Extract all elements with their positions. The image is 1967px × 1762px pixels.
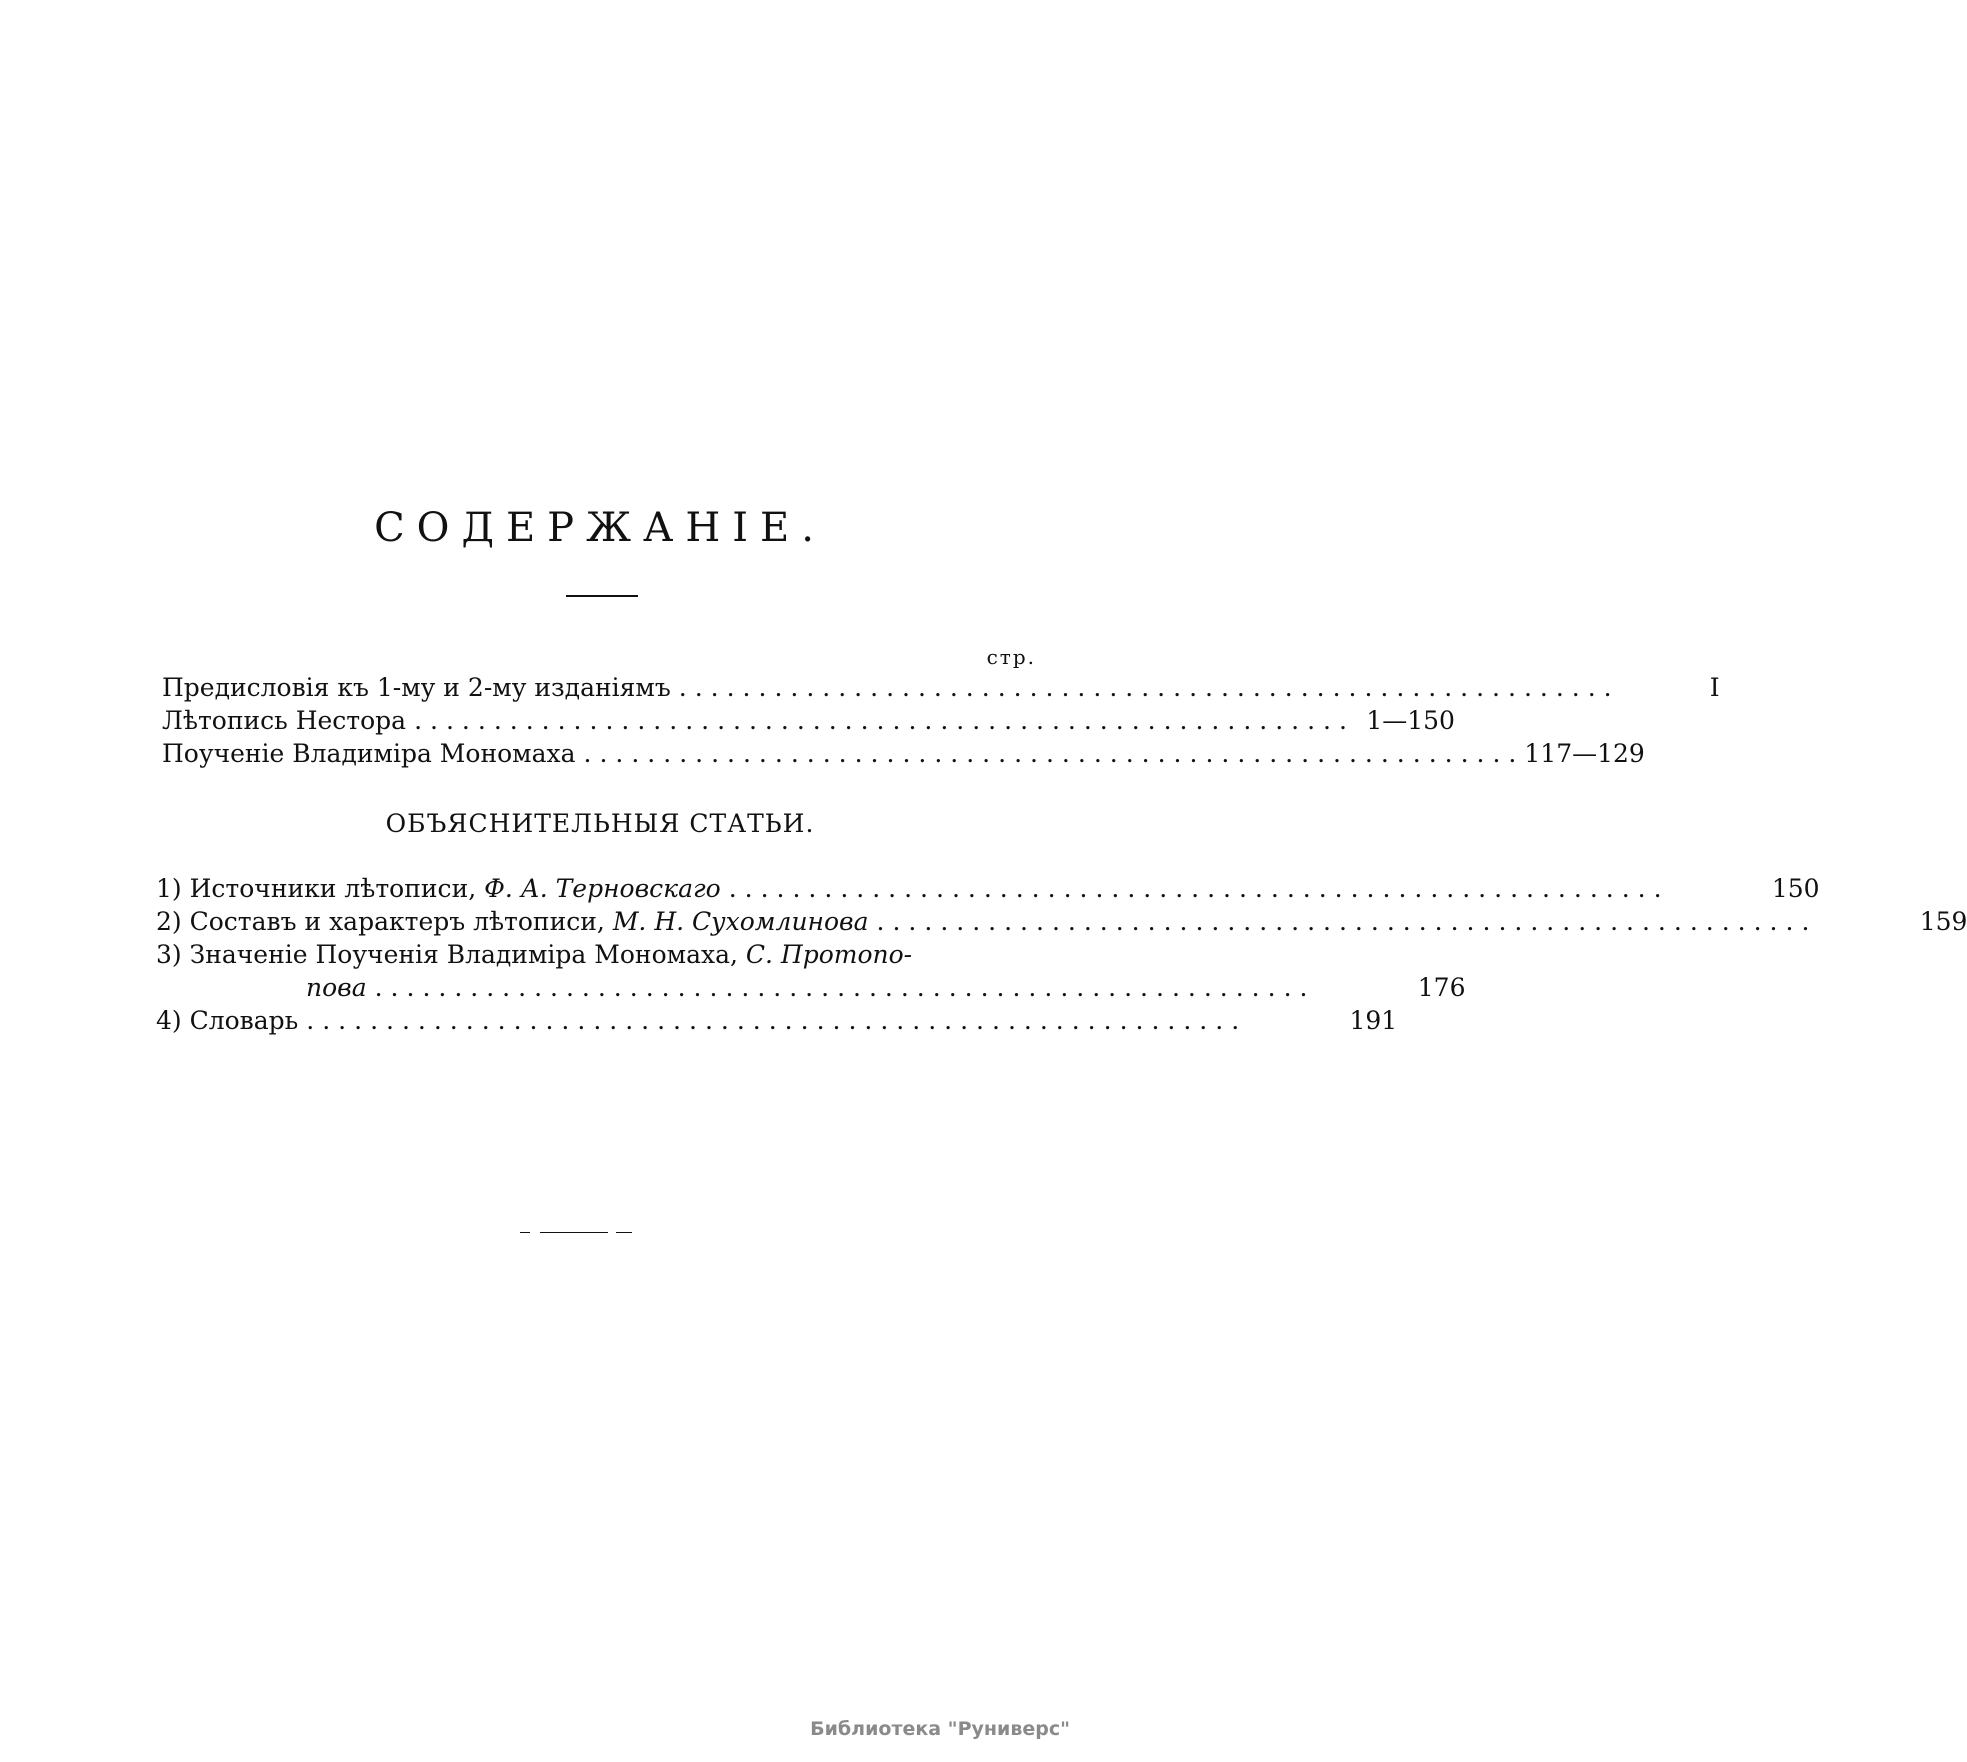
dot-leader: ........................................................... — [374, 973, 1316, 1002]
note-entry-page: 150 — [1771, 874, 1820, 903]
notes-list — [156, 872, 1967, 1037]
note-entry-page: 191 — [1349, 1006, 1398, 1035]
toc-entry-title: Поученіе Владиміра Мономаха — [162, 739, 576, 768]
toc-entry[interactable] — [162, 671, 1720, 704]
end-divider-right — [616, 1232, 632, 1233]
note-entry-page: 159 — [1919, 907, 1967, 936]
note-number: 4) — [156, 1006, 182, 1035]
toc-entry-page: I — [1709, 673, 1720, 702]
dot-leader: ........................................................... — [678, 673, 1620, 702]
page-column-header: стр. — [986, 645, 1036, 669]
note-author: М. Н. Сухомлинова — [612, 907, 869, 936]
note-number: 1) — [156, 874, 182, 903]
note-entry[interactable] — [156, 872, 1820, 905]
note-entry-title — [156, 938, 1036, 971]
dot-leader: ........................................................... — [306, 1006, 1248, 1035]
note-entry-title — [156, 1004, 298, 1037]
page-title: СОДЕРЖАНІЕ. — [374, 505, 826, 551]
end-divider — [540, 1232, 608, 1233]
note-entry[interactable] — [156, 1004, 1398, 1037]
toc-entry[interactable] — [162, 704, 1455, 737]
note-entry-title — [156, 872, 721, 905]
note-entry-page: 176 — [1417, 973, 1466, 1002]
note-entry-title — [156, 905, 869, 938]
note-text: Составъ и характеръ лѣтописи, — [189, 907, 605, 936]
notes-section-title: ОБЪЯСНИТЕЛЬНЫЯ СТАТЬИ. — [385, 809, 815, 838]
note-text: Словарь — [189, 1006, 299, 1035]
note-author: С. Протопо- — [745, 940, 913, 969]
note-number: 2) — [156, 907, 182, 936]
toc-entry-page: 1—150 — [1366, 706, 1455, 735]
note-entry[interactable] — [156, 938, 1036, 971]
note-text: Источники лѣтописи, — [189, 874, 477, 903]
contents-list — [162, 643, 1720, 770]
toc-entry-title: Предисловія къ 1-му и 2-му изданіямъ — [162, 673, 671, 702]
dot-leader: ........................................................... — [728, 874, 1670, 903]
note-number: 3) — [156, 940, 182, 969]
end-divider-left — [520, 1232, 530, 1233]
dot-leader: ........................................................... — [876, 907, 1818, 936]
note-entry-continuation[interactable] — [156, 971, 1466, 1004]
toc-entry[interactable] — [162, 737, 1645, 770]
toc-entry-page: 117—129 — [1524, 739, 1645, 768]
note-entry[interactable] — [156, 905, 1967, 938]
note-author-continuation: пова — [306, 973, 367, 1002]
title-divider — [566, 595, 638, 597]
note-author: Ф. А. Терновскаго — [484, 874, 721, 903]
dot-leader: ........................................................... — [583, 739, 1525, 768]
dot-leader: ........................................................... — [414, 706, 1355, 735]
library-watermark: Библиотека "Руниверс" — [810, 1718, 1070, 1740]
toc-entry-title: Лѣтопись Нестора — [162, 706, 407, 735]
note-text: Значеніе Поученія Владиміра Мономаха, — [189, 940, 738, 969]
